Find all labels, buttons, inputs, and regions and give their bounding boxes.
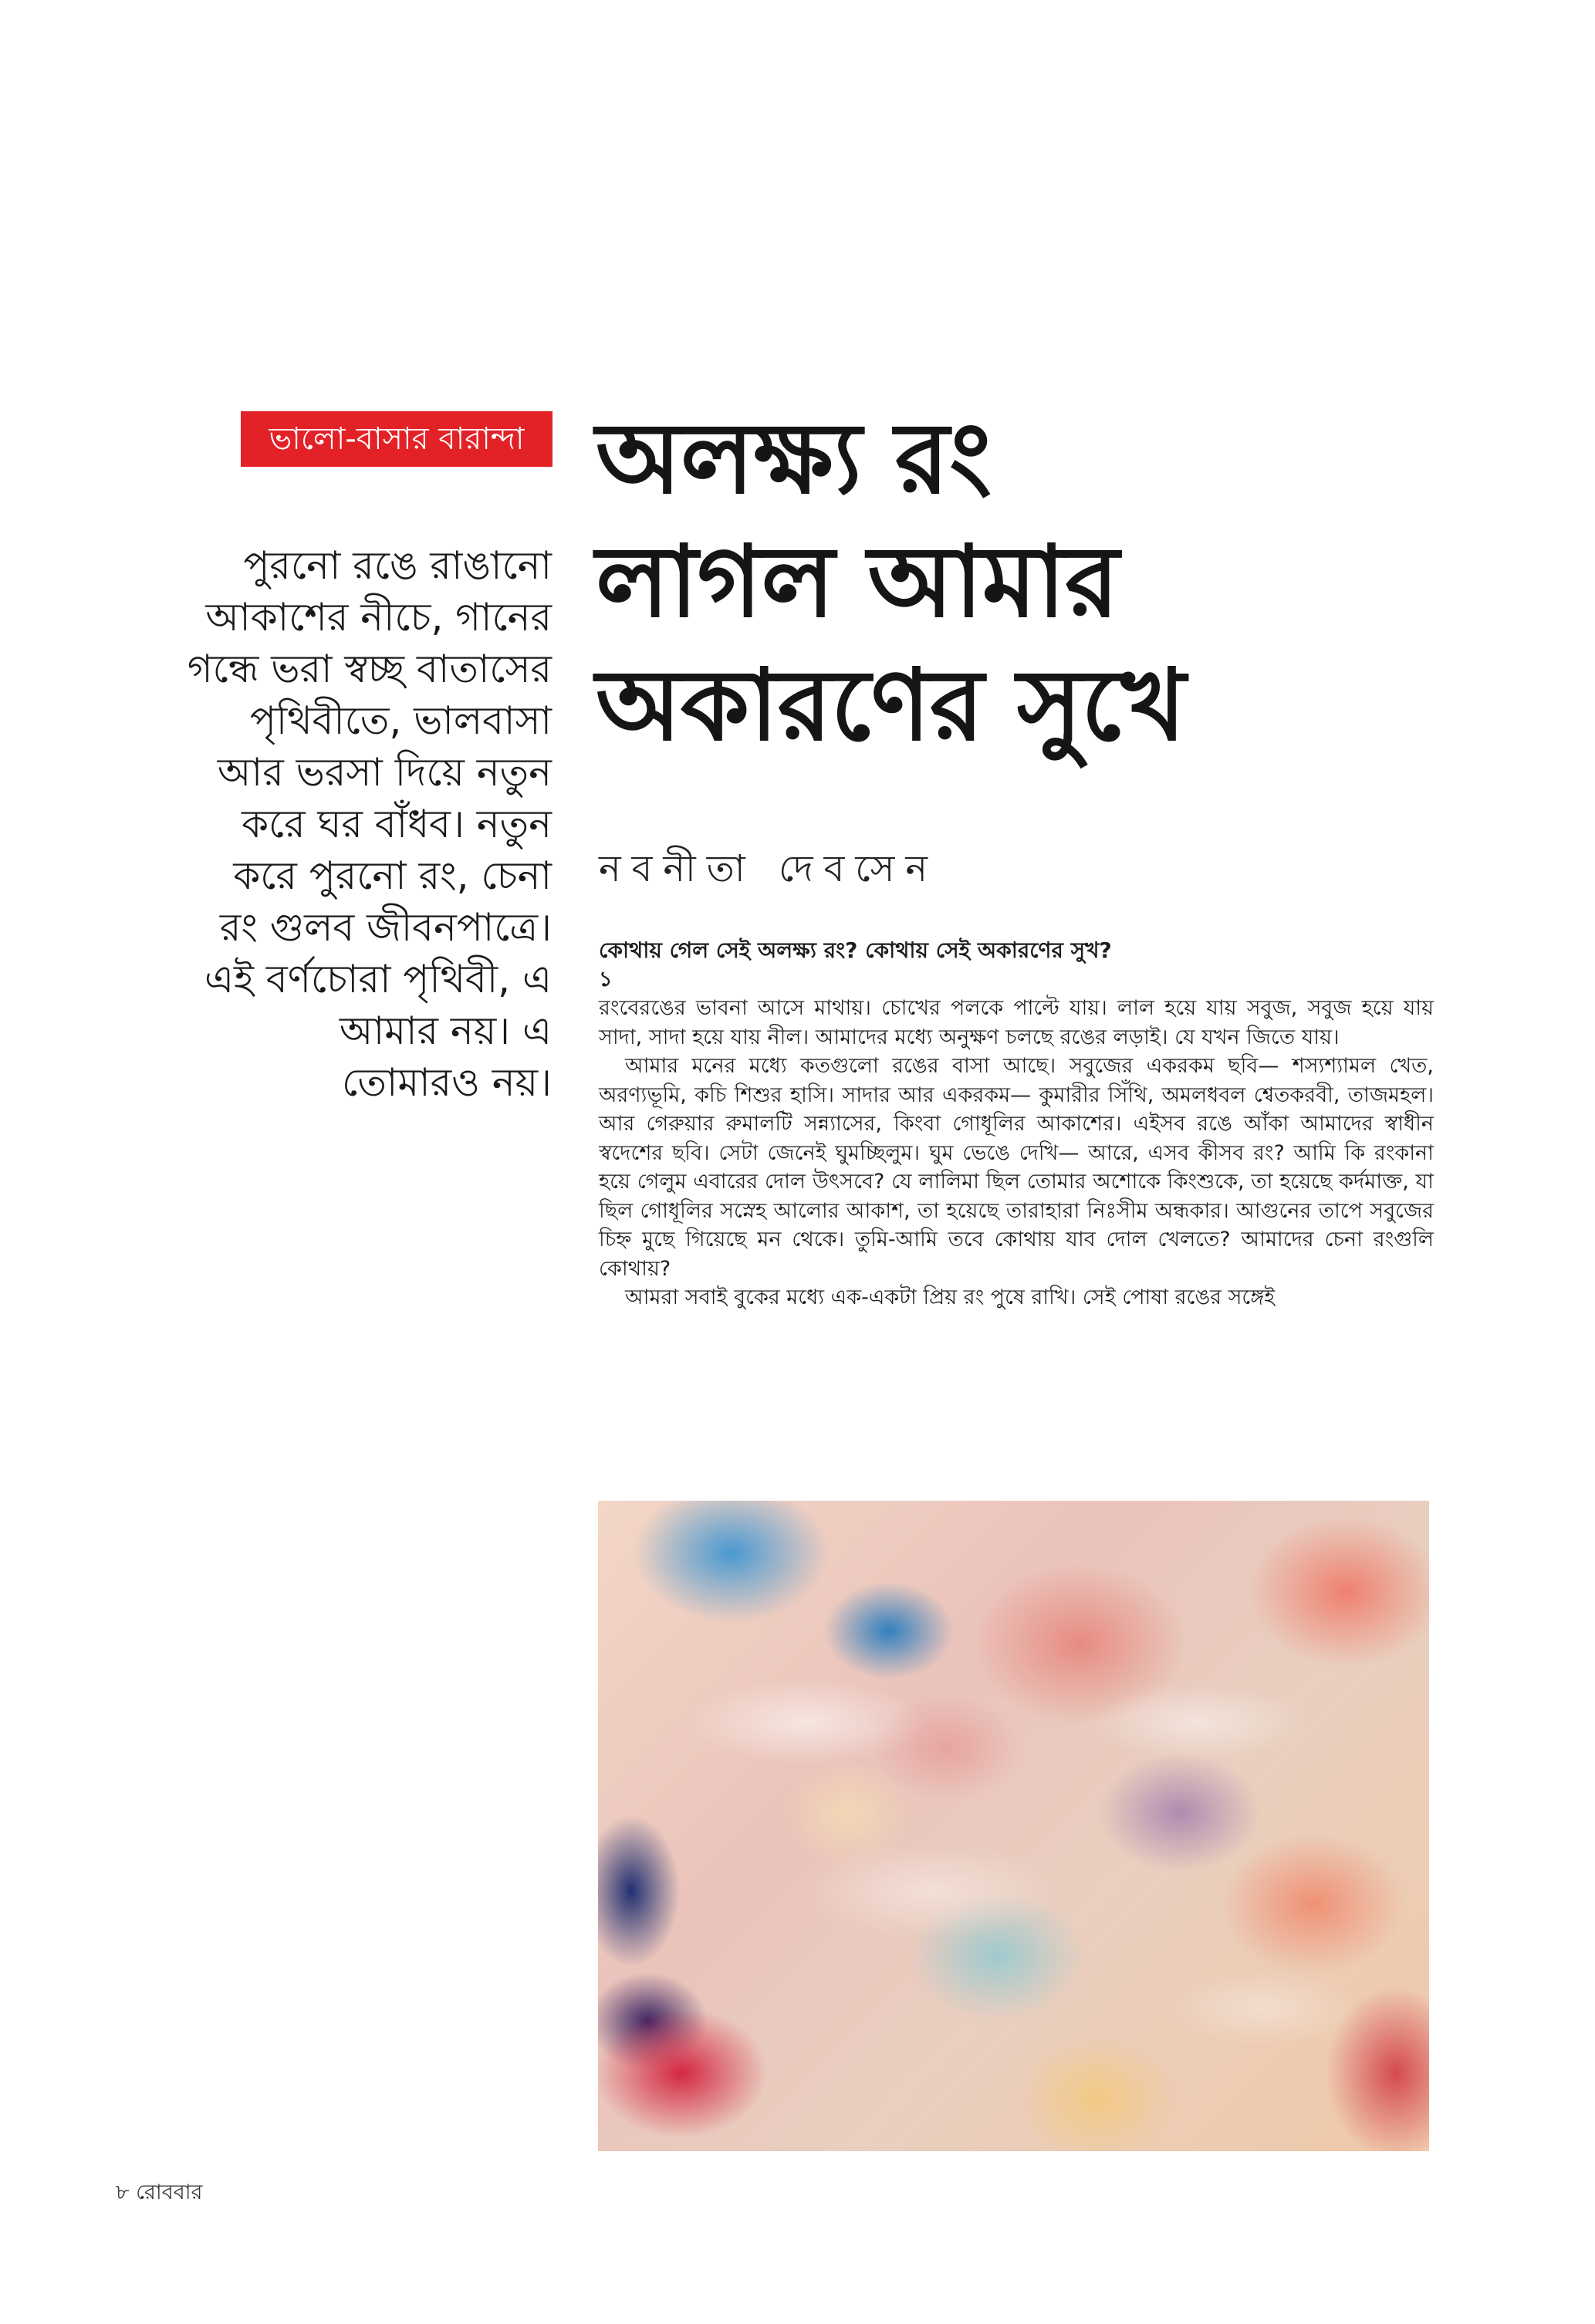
article-lead: কোথায় গেল সেই অলক্ষ্য রং? কোথায় সেই অকারণের সুখ? bbox=[599, 937, 1112, 963]
headline-line-2: লাগল আমার bbox=[596, 525, 1119, 640]
headline-line-1: অলক্ষ্য রং bbox=[596, 401, 992, 516]
page-folio: ৮ রোববার bbox=[116, 2180, 203, 2204]
pullquote-line: এই বর্ণচোরা পৃথিবী, এ bbox=[204, 957, 552, 1002]
pullquote-line: পৃথিবীতে, ভালবাসা bbox=[249, 698, 552, 743]
article-paragraph: রংবেরঙের ভাবনা আসে মাথায়। চোখের পলকে পাল্টে যায়। লাল হয়ে যায় সবুজ, সবুজ হয়ে যায় সাদা, সাদা হয়ে যায় নীল। আমাদের মধ্যে অনুক্ষণ চলছে রঙের লড়াই। যে যখন জিতে যায়। bbox=[599, 996, 1434, 1049]
abstract-color-photo bbox=[598, 1501, 1429, 2151]
pullquote-line: আর ভরসা দিয়ে নতুন bbox=[217, 750, 552, 795]
pullquote-line: গন্ধে ভরা স্বচ্ছ বাতাসের bbox=[187, 647, 552, 691]
pullquote-line: পুরনো রঙে রাঙানো bbox=[243, 543, 552, 588]
headline-line-3: অকারণের সুখে bbox=[596, 648, 1185, 763]
section-number: ১ bbox=[599, 967, 613, 991]
byline-author: নবনীতা দেবসেন bbox=[599, 847, 938, 890]
pullquote-line: করে ঘর বাঁধব। নতুন bbox=[242, 802, 552, 846]
photo-mist-overlay bbox=[598, 1501, 1429, 2151]
headline bbox=[596, 397, 1522, 768]
article-body bbox=[599, 936, 1434, 1312]
pullquote-line: করে পুরনো রং, চেনা bbox=[233, 853, 552, 898]
pullquote-line: আমার নয়। এ bbox=[339, 1008, 552, 1053]
pullquote bbox=[147, 540, 552, 1109]
pullquote-line: আকাশের নীচে, গানের bbox=[205, 595, 552, 640]
pullquote-line: রং গুলব জীবনপাত্রে। bbox=[219, 905, 552, 950]
section-tag: ভালো-বাসার বারান্দা bbox=[241, 411, 553, 467]
article-paragraph: আমরা সবাই বুকের মধ্যে এক-একটা প্রিয় রং পুষে রাখি। সেই পোষা রঙের সঙ্গেই bbox=[625, 1285, 1276, 1309]
article-paragraph: আমার মনের মধ্যে কতগুলো রঙের বাসা আছে। সবুজের একরকম ছবি— শস্যশ্যামল খেত, অরণ্যভূমি, কচি শিশুর হাসি। সাদার আর একরকম— কুমারীর সিঁথি, অমলধবল শ্বেতকরবী, তাজমহল। আর গেরুয়ার রুমালটি সন্ন্যাসের, কিংবা গোধূলির আকাশের। এইসব রঙে আঁকা আমাদের স্বাধীন স্বদেশের ছবি। সেটা জেনেই ঘুমচ্ছিলুম। ঘুম ভেঙে দেখি— আরে, এসব কীসব রং? আমি কি রংকানা হয়ে গেলুম এবারের দোল উৎসবে? যে লালিমা ছিল তোমার অশোকে কিংশুকে, তা হয়েছে কর্দমাক্ত, যা ছিল গোধূলির সস্নেহ আলোর আকাশ, তা হয়েছে তারাহারা নিঃসীম অন্ধকার। আগুনের তাপে সবুজের চিহ্ন মুছে গিয়েছে মন থেকে। তুমি-আমি তবে কোথায় যাব দোল খেলতে? আমাদের চেনা রংগুলি কোথায়? bbox=[599, 1054, 1434, 1281]
pullquote-line: তোমারও নয়। bbox=[342, 1060, 552, 1105]
